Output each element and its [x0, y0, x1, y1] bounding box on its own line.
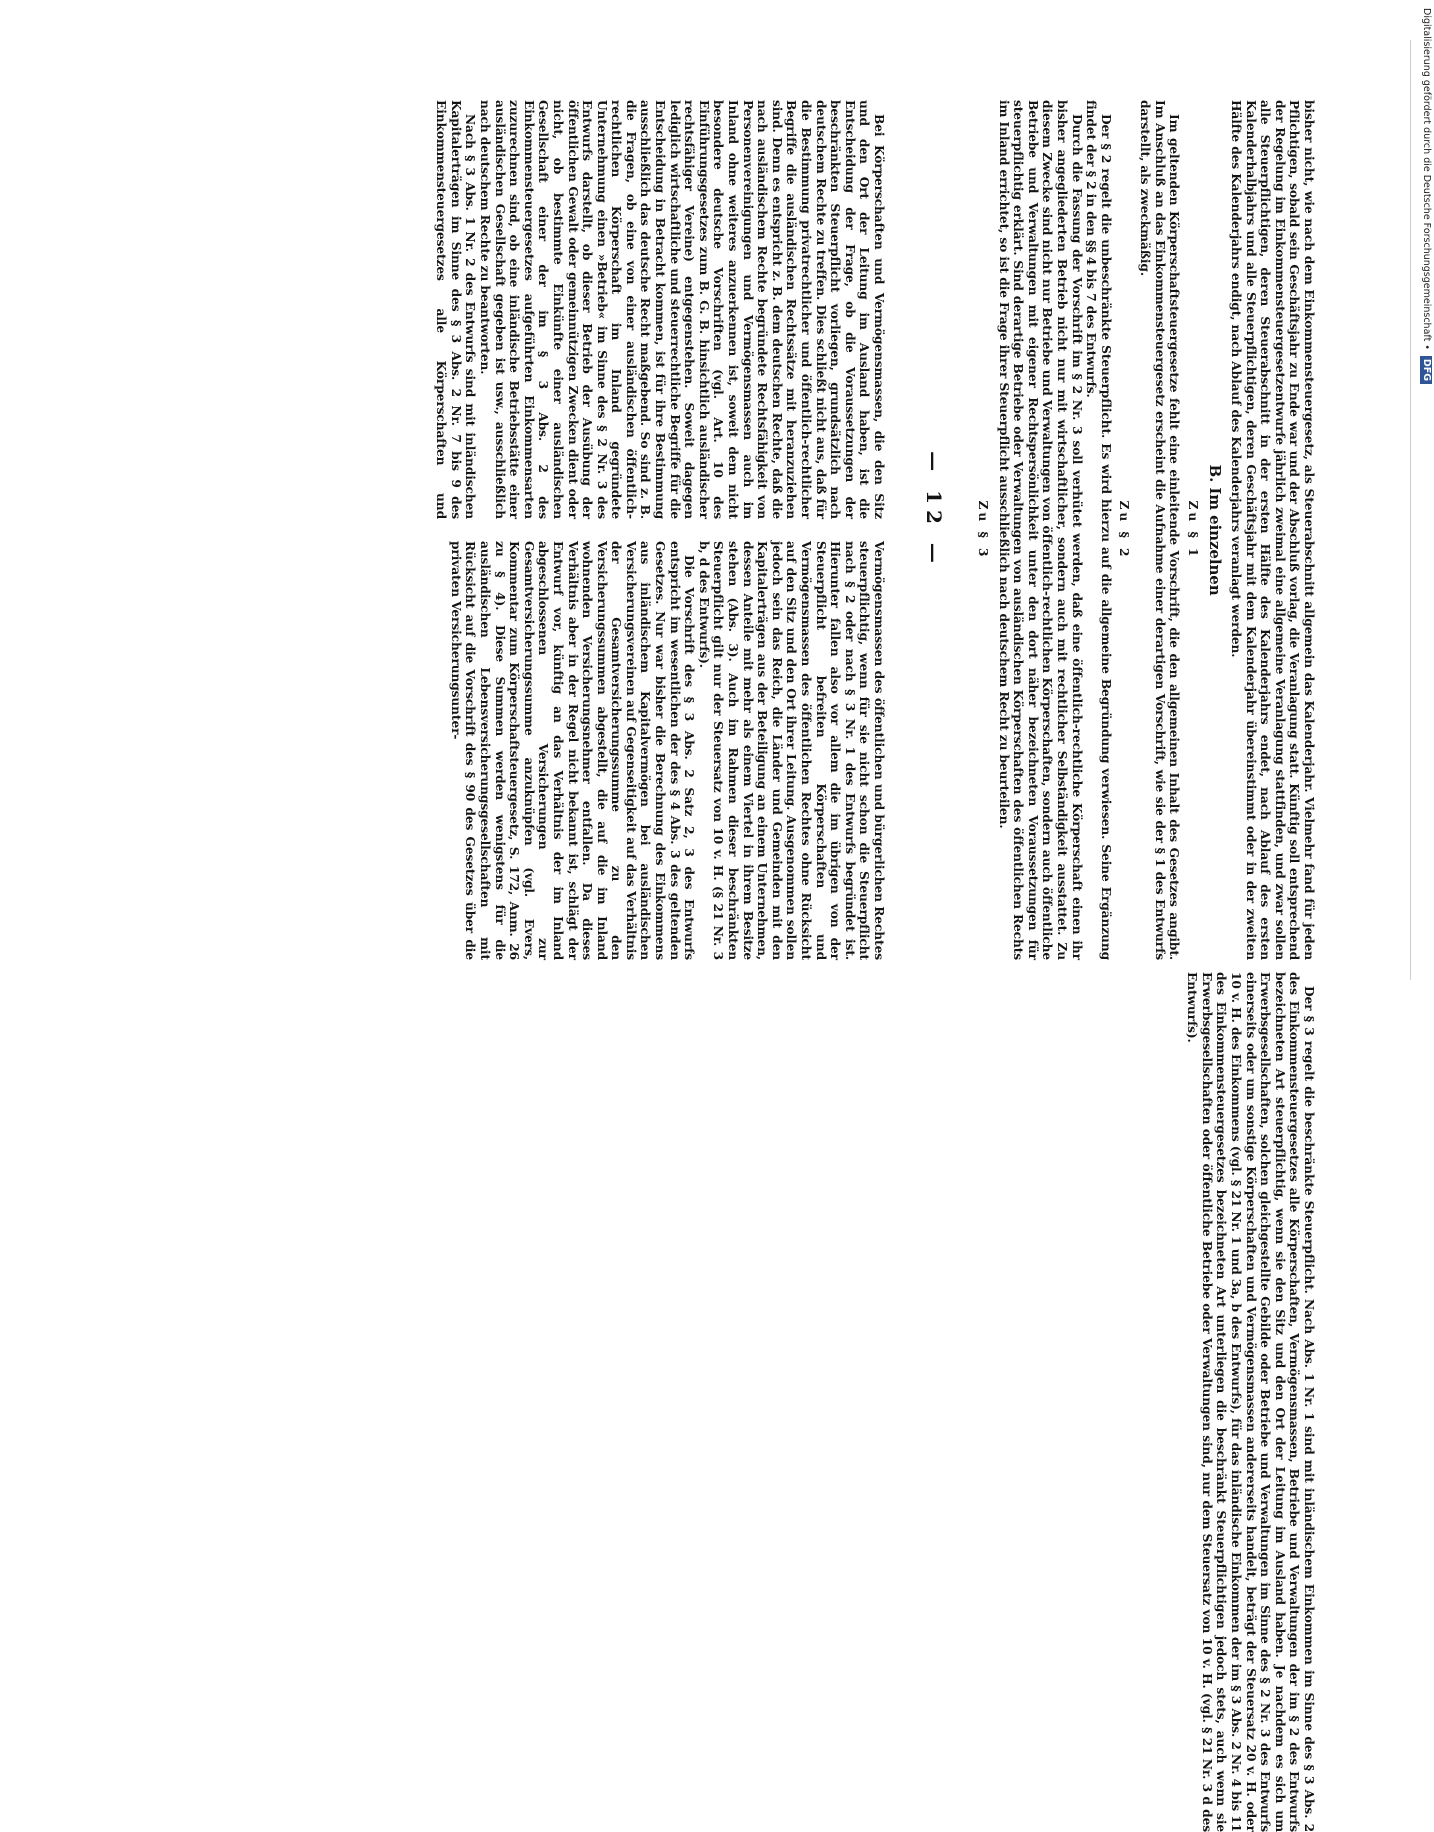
left-paragraph-5: Der § 3 regelt die beschränkte Steuerpflicht. Nach Abs. 1 Nr. 1 sind mit inländischem Einkommen im Sinne des § 3 Abs. 2 des Einkommensteuergesetzes alle Körperschaften, Vermögensmassen, Betriebe und Verwaltungen der im § 2 des Entwurfs bezeichneten Art steuerpflichtig, wenn sie den Sitz und den Ort der Leitung im Ausland haben. Je nachdem es sich um Erwerbsgesellschaften, solchen gleichgestellte Gebilde oder Betriebe und Verwaltungen im Sinne des § 2 Nr. 3 des Entwurfs einerseits oder um sonstige Körperschaften und Vermögensmassen andererseits handelt, beträgt der Steuersatz 20 v. H. oder 10 v. H. des Einkommens (vgl. § 21 Nr. 1 und 3a, b des Entwurfs), für das inländische Einkommen der im § 3 Abs. 2 Nr. 4 bis 11 des Einkommensteuergesetzes bezeichneten Art unterliegen die beschränkt Steuerpflichtigen jedoch stets, auch wenn sie Erwerbsgesellschaften oder öffentliche Betriebe oder Verwaltungen sind, nur dem Steuersatz von 10 v. H. (vgl. § 21 Nr. 3 d des Entwurfs).: [1185, 972, 1316, 1832]
dfg-logo: DFG: [1420, 356, 1432, 384]
right-paragraph-2: Nach § 3 Abs. 1 Nr. 2 des Entwurfs sind mit inländischen Kapitalerträgen im Sinne des § 3 Abs. 2 Nr. 7 bis 9 des Einkommensteuergesetzes alle Körperschaften und Vermögensmassen des öffentlichen und bürgerlichen Rechtes steuerpflichtig, wenn für sie nicht schon die Steuerpflicht nach § 2 oder nach § 3 Nr. 1 des Entwurfs begründet ist. Hierunter fallen also vor allem die im übrigen von der Steuerpflicht befreiten Körperschaften und Vermögensmassen des öffentlichen Rechtes ohne Rücksicht auf den Sitz und den Ort ihrer Leitung. Ausgenommen sollen jedoch sein das Reich, die Länder und Gemeinden mit den Kapitalerträgen aus der Beteiligung an einem Unternehmen, dessen Anteile mit mehr als einem Viertel in ihrem Besitze stehen (Abs. 3). Auch im Rahmen dieser beschränkten Steuerpflicht gilt nur der Steuersatz von 10 v. H. (§ 21 Nr. 3 b, d des Entwurfs).: [434, 100, 886, 960]
page-number: — 12 —: [922, 451, 946, 569]
left-paragraph-1: bisher nicht, wie nach dem Einkommensteuergesetz, als Steuerabschnitt allgemein das Kalenderjahr. Vielmehr fand für jeden Pflichtigen, sobald sein Geschäftsjahr zu Ende war und der Abschluß vorlag, die Veranlagung statt. Künftig soll entsprechend der Regelung im Einkommensteuergesetzentwurfe jährlich zweimal eine allgemeine Veranlagung stattfinden, und zwar sollen alle Steuerpflichtigen, deren Steuerabschnitt in der ersten Hälfte des Kalenderjahrs endet, nach Ablauf des ersten Kalenderhalbjahrs und alle Steuerpflichtigen, deren Geschäftsjahr mit dem Kalenderjahr übereinstimmt oder in der zweiten Hälfte des Kalenderjahrs endigt, nach Ablauf des Kalenderjahrs veranlagt werden.: [1229, 100, 1316, 960]
left-paragraph-3: Der § 2 regelt die unbeschränkte Steuerpflicht. Es wird hierzu auf die allgemeine Begründung verwiesen. Seine Ergänzung findet der § 2 in den §§ 4 bis 7 des Entwurfs.: [1084, 100, 1113, 960]
left-paragraph-4: Durch die Fassung der Vorschrift im § 2 Nr. 3 soll verhütet werden, daß eine öffentlich-rechtliche Körperschaft einen ihr bisher angegliederten Betrieb nicht nur mit wirtschaftlicher, sondern auch mit rechtlicher Selbständigkeit ausstattet. Zu diesem Zwecke sind nicht nur Betriebe und Verwaltungen von öffentlich-rechtlichen Körperschaften, sondern auch öffentliche Betriebe und Verwaltungen mit eigener Rechtspersönlichkeit unter den dort näher bezeichneten Voraussetzungen für steuerpflichtig erklärt. Sind derartige Betriebe oder Verwaltungen von ausländischen Körperschaften des öffentlichen Rechts im Inland errichtet, so ist die Frage ihrer Steuerpflicht ausschließlich nach deutschem Recht zu beurteilen.: [996, 100, 1084, 960]
dfg-caption: Digitalisierung gefördert durch die Deutsche Forschungsgemeinschaft •: [1421, 8, 1432, 350]
subheading-section-1: Zu § 1: [1185, 500, 1200, 560]
subheading-section-2: Zu § 2: [1117, 500, 1132, 560]
section-heading: B. Im einzelnen: [1206, 464, 1225, 596]
subheading-section-3: Zu § 3: [976, 500, 991, 560]
right-paragraph-1: Bei Körperschaften und Vermögensmassen, die den Sitz und den Ort der Leitung im Ausland haben, ist die Entscheidung der Frage, ob die Voraussetzungen der beschränkten Steuerpflicht vorliegen, grundsätzlich nach deutschem Rechte zu treffen. Dies schließt nicht aus, daß für die Bestimmung privatrechtlicher und öffentlich-rechtlicher Begriffe die ausländischen Rechtssätze mit heranzuziehen sind. Denn es entspricht z. B. dem deutschen Rechte, daß die nach ausländischem Rechte begründete Rechtsfähigkeit von Personenvereinigungen und Vermögensmassen auch im Inland ohne weiteres anzuerkennen ist, soweit dem nicht besondere deutsche Vorschriften (vgl. Art. 10 des Einführungsgesetzes zum B. G. B. hinsichtlich ausländischer rechtsfähiger Vereine) entgegenstehen. Soweit dagegen lediglich wirtschaftliche und steuerrechtliche Begriffe für die Entscheidung in Betracht kommen, ist für ihre Bestimmung ausschließlich das deutsche Recht maßgebend. So sind z. B. die Fragen, ob eine von einer ausländischen öffentlich-rechtlichen Körperschaft im Inland gegründete Unternehmung einen »Betrieb« im Sinne des § 2 Nr. 3 des Entwurfs darstellt, ob dieser Betrieb der Ausübung der öffentlichen Gewalt oder gemeinnützigen Zwecken dient oder nicht, ob bestimmte Einkünfte einer ausländischen Gesellschaft einer der im § 3 Abs. 2 des Einkommensteuergesetzes aufgeführten Einkommensarten zuzurechnen sind, ob eine inländische Betriebsstätte einer ausländischen Gesellschaft gegeben ist usw., ausschließlich nach deutschem Rechte zu beantworten.: [477, 100, 886, 519]
right-paragraph-3: Die Vorschrift des § 3 Abs. 2 Satz 2, 3 des Entwurfs entspricht im wesentlichen der des § 4 Abs. 3 des geltenden Gesetzes. Nur war bisher die Berechnung des Einkommens aus inländischem Kapitalvermögen bei ausländischen Versicherungsvereinen auf Gegenseitigkeit auf das Verhältnis der Gesamtversicherungssumme zu den Versicherungssummen abgestellt, die auf die im Inland wohnenden Versicherungsnehmer entfallen. Da dieses Verhältnis aber in der Regel nicht bekannt ist, schlägt der Entwurf vor, künftig an das Verhältnis der im Inland abgeschlossenen Versicherungen zur Gesamtversicherungssumme anzuknüpfen (vgl. Evers, Kommentar zum Körperschaftsteuergesetz, S. 172, Anm. 26 zu § 4). Diese Summen werden wenigstens für die ausländischen Lebensversicherungsgesellschaften mit Rücksicht auf die Vorschrift des § 90 des Gesetzes über die privaten Versicherungsunter-: [448, 541, 697, 960]
left-paragraph-2: Im geltenden Körperschaftsteuergesetze fehlt eine einleitende Vorschrift, die den allgemeinen Inhalt des Gesetzes angibt. Im Anschluß an das Einkommensteuergesetz erscheint die Aufnahme einer derartigen Vorschrift, wie sie der § 1 des Entwurfs darstellt, als zweckmäßig.: [1138, 100, 1182, 960]
